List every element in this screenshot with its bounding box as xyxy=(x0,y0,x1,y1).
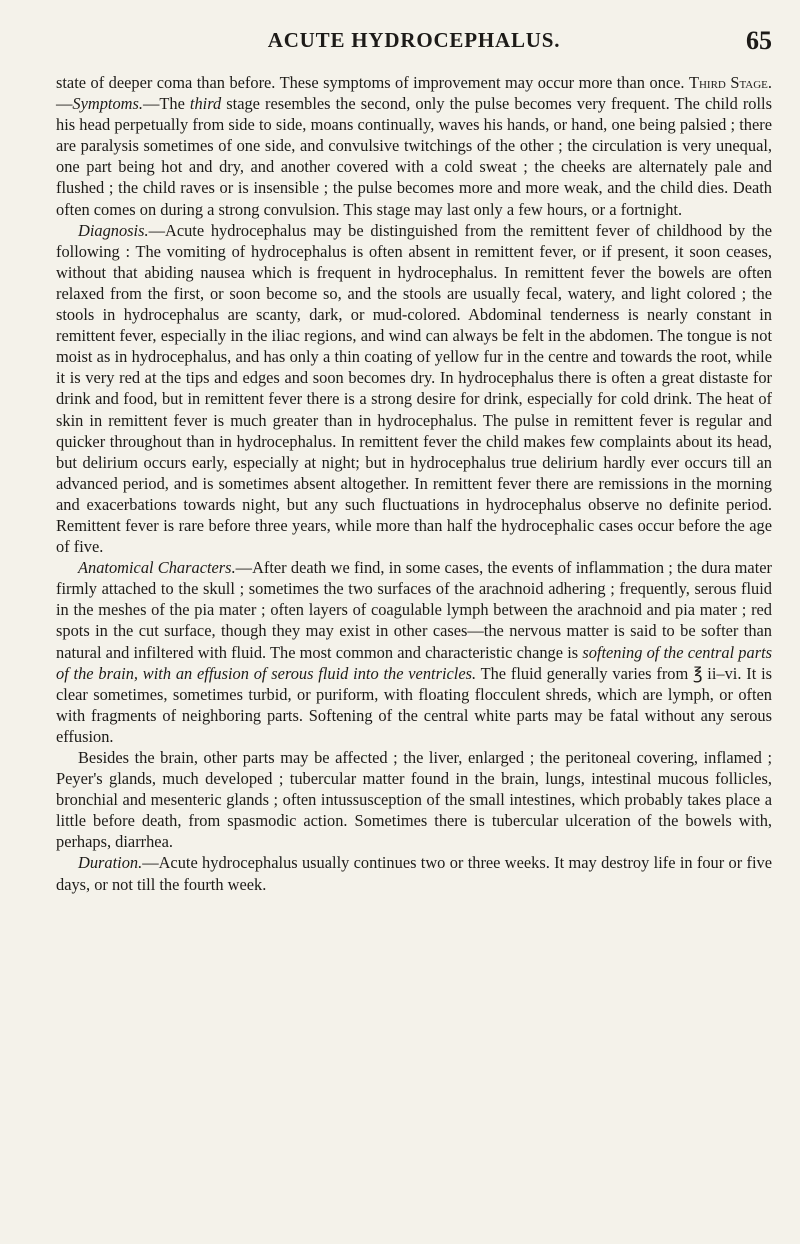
section-label-anatomical-characters: Anatomical Characters. xyxy=(78,558,236,578)
running-head: ACUTE HYDROCEPHALUS. xyxy=(267,28,561,52)
paragraph-anatomical-characters xyxy=(56,557,772,747)
text-run: —Acute hydrocephalus may be distinguished from the remittent fever of childhood by the following : The vomiting of hydrocephalus is often absent in remittent fever, or if present, it soon ceases, without that abiding nausea which is frequent in hydrocephalus. In remittent fever the bowels are often relaxed from the first, or soon become so, and the stools are usually fecal, watery, and light colored ; the stools in hydrocephalus are scanty, dark, or mud-colored. Abdominal tenderness is nearly constant in remittent fever, especially in the iliac regions, and wind can always be felt in the abdomen. The tongue is not moist as in hydrocephalus, and has only a thin coating of yellow fur in the centre and towards the root, while it is very red at the tips and edges and soon becomes dry. In hydrocephalus there is often a great distaste for drink and food, but in remittent fever there is a strong desire for drink, especially for cold drink. The heat of skin in remittent fever is much greater than in hydrocephalus. The pulse in remittent fever is regular and quicker throughout than in hydrocephalus. In remittent fever the child makes few complaints about its head, but delirium occurs early, especially at night; but in hydrocephalus true delirium hardly ever occurs till an advanced period, and is sometimes absent altogether. In remittent fever there are remissions in the morning and exacerbations towards night, but any such fluctuations in hydrocephalus observe no definite period. Remittent fever is rare before three years, while more than half the hydrocephalic cases occur before the age of five. xyxy=(56,220,772,557)
section-heading-third-stage: Third Stage. xyxy=(688,73,772,92)
text-run: Besides the brain, other parts may be affected ; the liver, enlarged ; the peritoneal covering, inflamed ; Peyer's glands, much developed ; tubercular matter found in the brain, lungs, intestinal mucous follicles, bronchial and mesenteric glands ; often intussusception of the small intestines, which probably takes place a little before death, from spasmodic action. Sometimes there is tubercular ulceration of the bowels with, perhaps, diarrhea. xyxy=(56,748,772,852)
section-label-symptoms: Symptoms. xyxy=(72,94,143,114)
text-run: stage resembles the second, only the pulse becomes very frequent. The child rolls his head perpetually from side to side, moans continually, waves his hands, or hand, one being palsied ; there are paralysis sometimes of one side, and convulsive twitchings of the other ; the circulation is very unequal, one part being hot and dry, and another covered with a cold sweat ; the cheeks are alternately pale and flushed ; the child raves or is insensible ; the pulse becomes more and more weak, and the child dies. Death often comes on during a strong convulsion. This stage may last only a few hours, or a fortnight. xyxy=(56,94,772,219)
paragraph-diagnosis xyxy=(56,220,772,558)
emphasis-softening: softening of the central parts of the brain, with an effusion of serous fluid into the ventricles. xyxy=(56,642,773,683)
paragraph-third-stage xyxy=(56,72,772,220)
text-run: —The xyxy=(142,94,190,114)
text-run: state of deeper coma than before. These symptoms of improvement may occur more than once. xyxy=(56,73,689,92)
paragraph-other-parts xyxy=(56,747,772,852)
paragraph-duration xyxy=(56,852,772,894)
text-run: The fluid generally varies from ℥ ii–vi. It is clear sometimes, sometimes turbid, or puriform, with floating flocculent shreds, which are lymph, or often with fragments of neighboring parts. Softening of the central white parts may be fatal without any serous effusion. xyxy=(56,663,773,746)
text-run: —Acute hydrocephalus usually continues two or three weeks. It may destroy life in four or five days, or not till the fourth week. xyxy=(56,853,772,894)
emphasis-third: third xyxy=(189,94,222,114)
text-run: —After death we find, in some cases, the events of inflammation ; the dura mater firmly attached to the skull ; sometimes the two surfaces of the arachnoid adhering ; frequently, serous fluid in the meshes of the pia mater ; often layers of coagulable lymph between the arachnoid and pia mater ; red spots in the cut surface, though they may exist in other cases—the nervous matter is said to be softer than natural and infiltered with fluid. The most common and characteristic change is xyxy=(56,558,772,662)
page-number: 65 xyxy=(746,26,772,55)
text-run: — xyxy=(56,94,73,114)
page-header xyxy=(56,28,772,58)
page-body xyxy=(56,72,772,895)
section-label-duration: Duration. xyxy=(78,853,143,873)
section-label-diagnosis: Diagnosis. xyxy=(78,220,149,240)
